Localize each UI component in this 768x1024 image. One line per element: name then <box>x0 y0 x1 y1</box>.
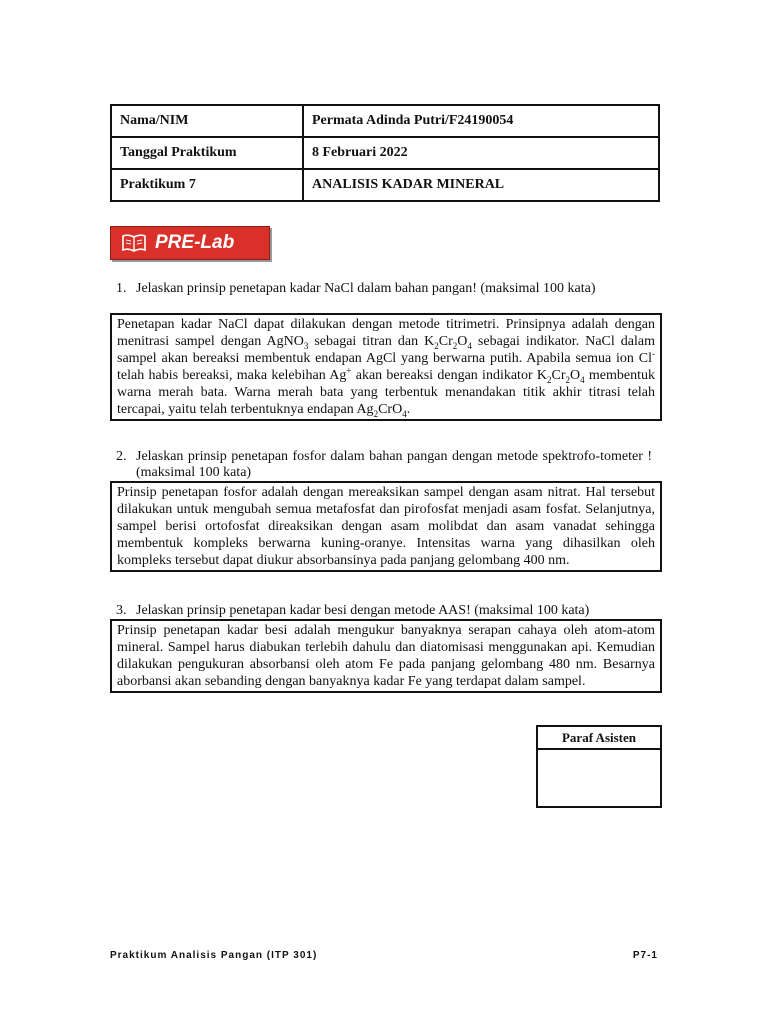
question-text: Jelaskan prinsip penetapan fosfor dalam bahan pangan dengan metode spektrofo-tometer ! (maksimal 100 kata) <box>136 449 652 480</box>
question-text: Jelaskan prinsip penetapan kadar NaCl dalam bahan pangan! (maksimal 100 kata) <box>136 281 596 296</box>
signature-area[interactable] <box>538 750 660 806</box>
info-row-tanggal <box>111 137 659 169</box>
book-icon <box>122 234 146 252</box>
info-label: Praktikum 7 <box>111 169 303 201</box>
info-label: Tanggal Praktikum <box>111 137 303 169</box>
prelab-banner <box>110 226 270 260</box>
info-row-praktikum <box>111 169 659 201</box>
info-value: ANALISIS KADAR MINERAL <box>303 169 659 201</box>
info-label: Nama/NIM <box>111 105 303 137</box>
question-3 <box>116 603 652 619</box>
signature-box <box>536 725 662 808</box>
prelab-label: PRE-Lab <box>155 232 235 253</box>
question-2 <box>116 449 652 481</box>
question-text: Jelaskan prinsip penetapan kadar besi dengan metode AAS! (maksimal 100 kata) <box>136 603 590 618</box>
info-value: Permata Adinda Putri/F24190054 <box>303 105 659 137</box>
info-table <box>110 104 660 202</box>
info-value: 8 Februari 2022 <box>303 137 659 169</box>
info-row-nama <box>111 105 659 137</box>
question-number: 2. <box>116 449 127 464</box>
question-number: 1. <box>116 281 127 296</box>
answer-box-2 <box>110 481 662 572</box>
answer-text: Prinsip penetapan kadar besi adalah mengukur banyaknya serapan cahaya oleh atom-atom mineral. Sampel harus diabukan terlebih dahulu dan diatomisasi menggunakan api. Kemudian dilakukan pengukuran absorbansi oleh atom Fe pada panjang gelombang 480 nm. Besarnya aborbansi akan sebanding dengan banyaknya kadar Fe yang terdapat dalam sampel. <box>117 623 655 689</box>
footer-page-number: P7-1 <box>632 950 658 961</box>
footer-course: Praktikum Analisis Pangan (ITP 301) <box>110 950 318 961</box>
answer-text: Penetapan kadar NaCl dapat dilakukan dengan metode titrimetri. Prinsipnya adalah dengan menitrasi sampel dengan AgNO$_3$ sebagai titran dan $K_2Cr_2O_4$ sebagai indikator. NaCl dalam sampel akan bereaksi membentuk endapan AgCl yang berwarna putih. Apabila semua ion Cl- telah habis bereaksi, maka kelebihan Ag+ akan bereaksi dengan indikator $K_2Cr_2O_4$ membentuk warna merah bata. Warna merah bata yang terbentuk menandakan titik akhir titrasi telah tercapai, yaitu telah terbentuknya endapan $Ag_2CrO_4$. <box>117 317 655 419</box>
question-number: 3. <box>116 603 127 618</box>
answer-text: Prinsip penetapan fosfor adalah dengan mereaksikan sampel dengan asam nitrat. Hal tersebut dilakukan untuk mengubah semua metafosfat dan pirofosfat menjadi asam fosfat. Selanjutnya, sampel berisi ortofosfat direaksikan dengan asam molibdat dan asam vanadat sehingga membentuk kompleks berwarna kuning-oranye. Intensitas warna yang dihasilkan oleh kompleks tersebut dapat diukur absorbansinya pada panjang gelombang 400 nm. <box>117 485 655 568</box>
signature-label: Paraf Asisten <box>538 727 660 750</box>
answer-box-1 <box>110 313 662 421</box>
question-1 <box>116 281 652 297</box>
answer-box-3 <box>110 619 662 693</box>
